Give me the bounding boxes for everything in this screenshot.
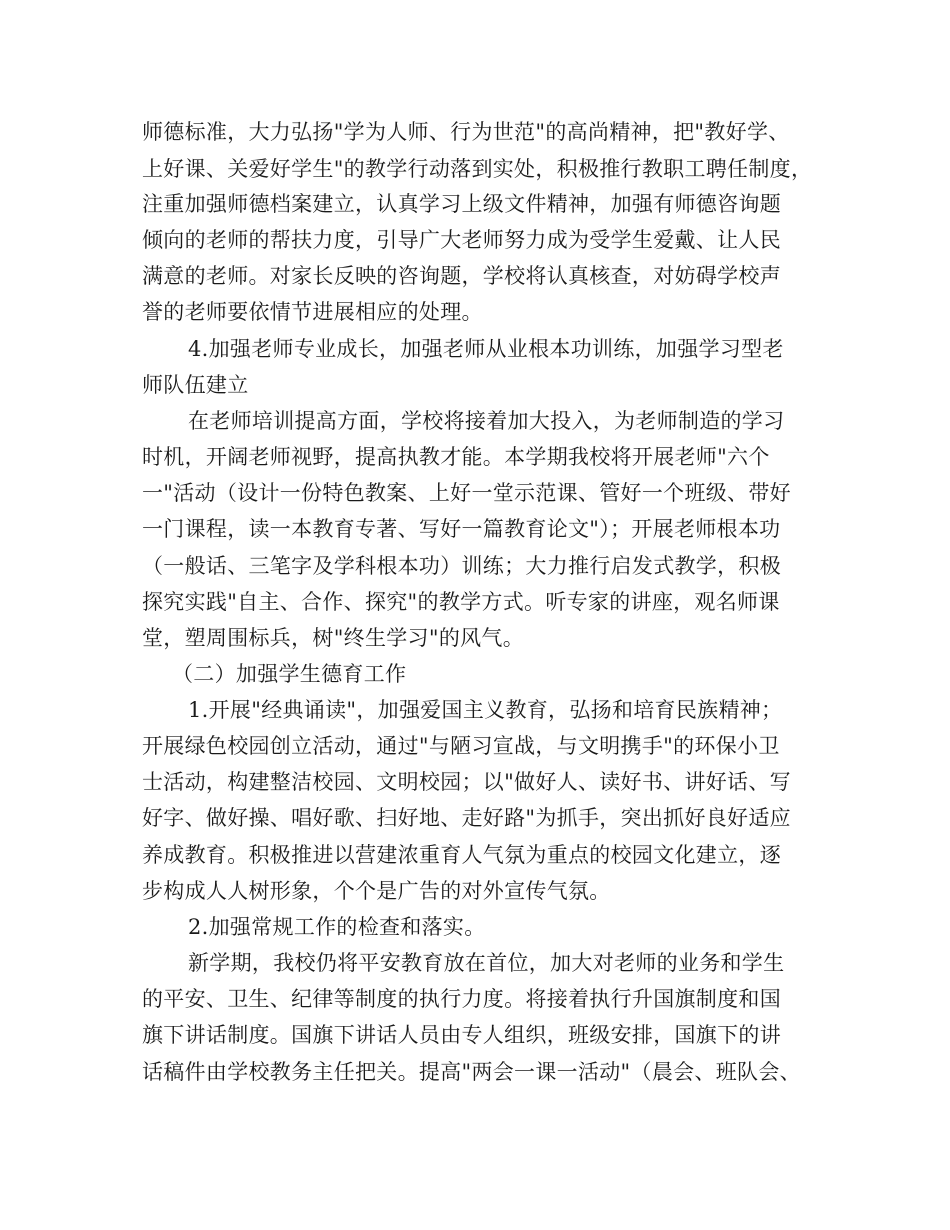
text-line: 探究实践"自主、合作、探究"的教学方式。听专家的讲座，观名师课 [142, 590, 780, 614]
text-line: 时机，开阔老师视野，提高执教才能。本学期我校将开展老师"六个 [142, 445, 770, 469]
section-heading: （二）加强学生德育工作 [172, 662, 407, 686]
text-line: 在老师培训提高方面，学校将接着加大投入，为老师制造的学习 [188, 409, 785, 433]
text-line: 步构成人人树形象，个个是广告的对外宣传气氛。 [142, 879, 611, 903]
text-line: 好字、做好操、唱好歌、扫好地、走好路"为抓手，突出抓好良好适应 [142, 806, 791, 830]
section-heading: 4.加强老师专业成长，加强老师从业根本功训练，加强学习型老 [188, 337, 784, 361]
text-line: 新学期，我校仍将平安教育放在首位，加大对老师的业务和学生 [188, 951, 785, 975]
text-line: 一"活动（设计一份特色教案、上好一堂示范课、管好一个班级、带好 [142, 481, 791, 505]
section-heading-continued: 师队伍建立 [142, 373, 249, 397]
text-line: 旗下讲话制度。国旗下讲话人员由专人组织，班级安排，国旗下的讲 [142, 1023, 781, 1047]
text-line: 士活动，构建整洁校园、文明校园；以"做好人、读好书、讲好话、写 [142, 770, 791, 794]
text-line: 话稿件由学校教务主任把关。提高"两会一课一活动"（晨会、班队会、 [142, 1060, 801, 1084]
text-line: 师德标准，大力弘扬"学为人师、行为世范"的高尚精神，把"教好学、 [142, 120, 790, 144]
text-line: 倾向的老师的帮扶力度，引导广大老师努力成为受学生爱戴、让人民 [142, 228, 781, 252]
text-line: 誉的老师要依情节进展相应的处理。 [142, 300, 483, 324]
text-line: 的平安、卫生、纪律等制度的执行力度。将接着执行升国旗制度和国 [142, 987, 781, 1011]
text-line: 上好课、关爱好学生"的教学行动落到实处，积极推行教职工聘任制度， [142, 157, 813, 181]
text-line: 满意的老师。对家长反映的咨询题，学校将认真核查，对妨碍学校声 [142, 264, 781, 288]
text-line: 1.开展"经典诵读"，加强爱国主义教育，弘扬和培育民族精神； [188, 698, 783, 722]
section-heading: 2.加强常规工作的检查和落实。 [188, 915, 486, 939]
text-line: 注重加强师德档案建立，认真学习上级文件精神，加强有师德咨询题 [142, 192, 781, 216]
text-line: 堂，塑周围标兵，树"终生学习"的风气。 [142, 626, 525, 650]
text-line: 开展绿色校园创立活动，通过"与陋习宣战，与文明携手"的环保小卫 [142, 734, 780, 758]
text-line: （一般话、三笔字及学科根本功）训练；大力推行启发式教学，积极 [142, 554, 781, 578]
text-line: 养成教育。积极推进以营建浓重育人气氛为重点的校园文化建立，逐 [142, 843, 781, 867]
text-line: 一门课程，读一本教育专著、写好一篇教育论文"）；开展老师根本功 [142, 517, 781, 541]
